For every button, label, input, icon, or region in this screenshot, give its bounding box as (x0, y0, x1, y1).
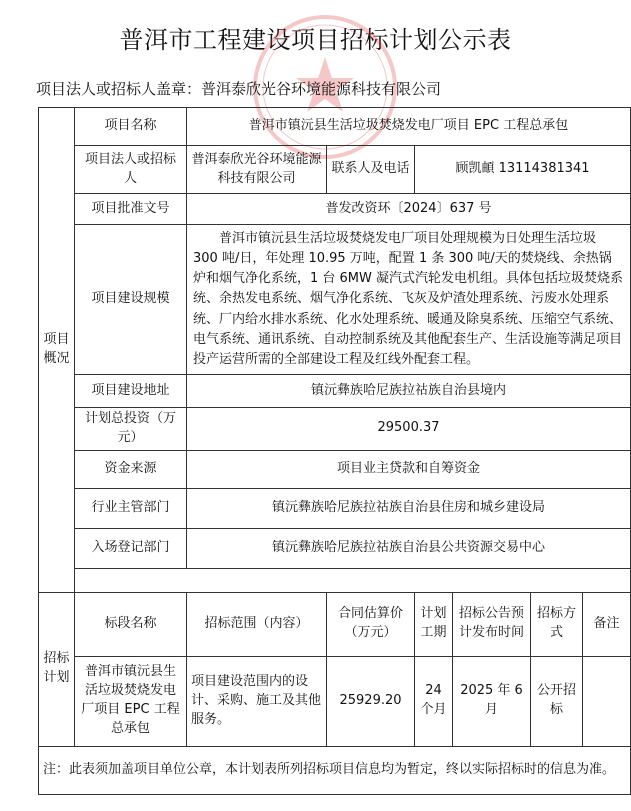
owner-label: 项目法人或招标人 (75, 146, 187, 194)
funding-label: 资金来源 (75, 450, 187, 488)
project-name-value: 普洱市镇沅县生活垃圾焚烧发电厂项目 EPC 工程总承包 (187, 108, 631, 146)
header-estimate: 合同估算价（万元） (327, 592, 415, 656)
contact-value: 顾凯頔 13114381341 (415, 146, 631, 194)
header-scope: 招标范围（内容） (187, 592, 327, 656)
row-section-name: 普洱市镇沅县生活垃圾焚烧发电厂项目 EPC 工程总承包 (75, 656, 187, 746)
header-duration: 计划工期 (415, 592, 453, 656)
address-value: 镇沅彝族哈尼族拉祜族自治县境内 (187, 374, 631, 407)
investment-label: 计划总投资（万元） (75, 407, 187, 450)
scale-label: 项目建设规模 (75, 225, 187, 375)
authority-value: 镇沅彝族哈尼族拉祜族自治县住房和城乡建设局 (187, 488, 631, 528)
owner-seal-line: 项目法人或招标人盖章：普洱泰欣光谷环境能源科技有限公司 (36, 80, 442, 98)
header-remarks: 备注 (583, 592, 631, 656)
row-duration: 24 个月 (415, 656, 453, 746)
row-scope: 项目建设范围内的设计、采购、施工及其他服务。 (187, 656, 327, 746)
row-remarks (583, 656, 631, 746)
investment-value: 29500.37 (187, 407, 631, 450)
row-method: 公开招标 (531, 656, 583, 746)
address-label: 项目建设地址 (75, 374, 187, 407)
registration-label: 入场登记部门 (75, 528, 187, 568)
approval-value: 普发改资环〔2024〕637 号 (187, 194, 631, 225)
scale-value: 普洱市镇沅县生活垃圾焚烧发电厂项目处理规模为日处理生活垃圾 300 吨/日，年处理 10.95 万吨，配置 1 条 300 吨/天的焚烧线、余热锅炉和烟气净化系统，1 台 6MW 凝汽式汽轮发电机组。具体包括垃圾焚烧系统、余热发电系统、烟气净化系统、飞灰及炉渣处理系统、污废水处理系统、厂内给水排水系统、化水处理系统、暖通及除臭系统、压缩空气系统、电气系统、通讯系统、自动控制系统及其他配套生产、生活设施等满足项目投产运营所需的全部建设工程及红线外配套工程。 (187, 225, 631, 375)
header-section-name: 标段名称 (75, 592, 187, 656)
footnote: 注：此表须加盖项目单位公章，本计划表所列招标项目信息均为暂定，终以实际招标时的信息为准。 (39, 746, 631, 794)
project-name-label: 项目名称 (75, 108, 187, 146)
spacer-row (75, 568, 631, 592)
authority-label: 行业主管部门 (75, 488, 187, 528)
owner-value: 普洱泰欣光谷环境能源科技有限公司 (187, 146, 327, 194)
overview-section-label: 项目概况 (39, 108, 75, 593)
row-estimate: 25929.20 (327, 656, 415, 746)
plan-section-label: 招标计划 (39, 592, 75, 746)
header-publish-time: 招标公告预计发布时间 (453, 592, 531, 656)
header-method: 招标方式 (531, 592, 583, 656)
plan-table (38, 107, 631, 795)
page-title: 普洱市工程建设项目招标计划公示表 (119, 26, 512, 54)
contact-label: 联系人及电话 (327, 146, 415, 194)
funding-value: 项目业主贷款和自筹资金 (187, 450, 631, 488)
approval-label: 项目批准文号 (75, 194, 187, 225)
row-publish-time: 2025 年 6 月 (453, 656, 531, 746)
registration-value: 镇沅彝族哈尼族拉祜族自治县公共资源交易中心 (187, 528, 631, 568)
